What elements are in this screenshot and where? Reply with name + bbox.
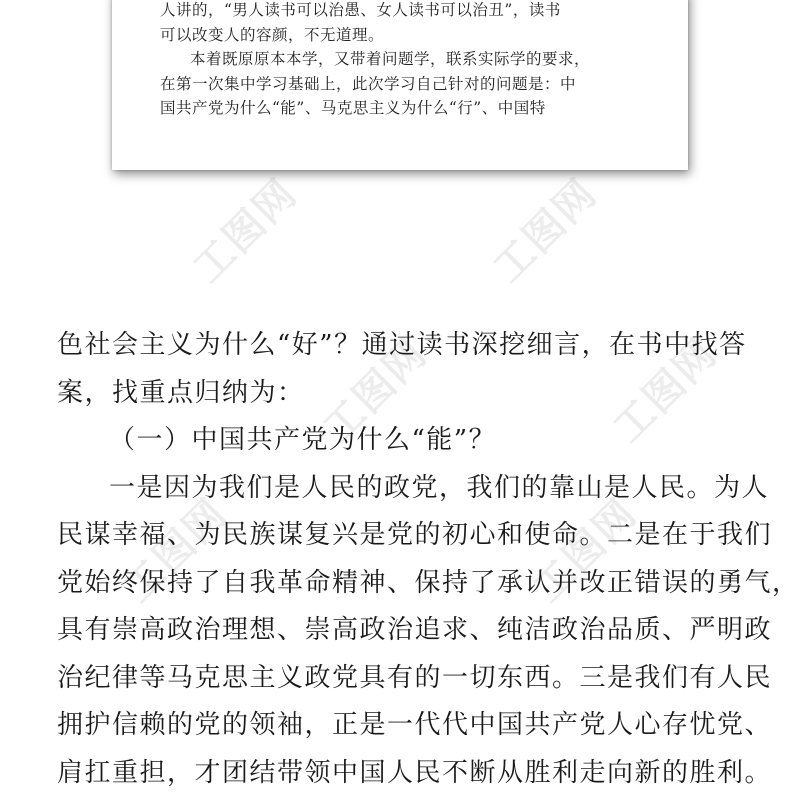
watermark: 工图网	[114, 490, 237, 612]
preview-text-block	[160, 0, 660, 121]
watermark: 工图网	[604, 330, 727, 452]
section-heading: （一）中国共产党为什么“能”？	[109, 425, 497, 455]
watermark: 工图网	[314, 330, 437, 452]
body-line: 拥护信赖的党的领袖，正是一代代中国共产党人心存忧党、	[57, 710, 773, 740]
body-line: 具有崇高政治理想、崇高政治追求、纯洁政治品质、严明政	[57, 615, 773, 645]
watermark: 工图网	[524, 490, 647, 612]
page-preview-card	[112, 0, 688, 170]
watermark: 工图网	[484, 170, 607, 292]
watermark: 工图网	[184, 170, 307, 292]
preview-line: 在第一次集中学习基础上，此次学习自己针对的问题是：中	[160, 74, 577, 93]
body-line: 肩扛重担，才团结带领中国人民不断从胜利走向新的胜利。	[57, 757, 773, 788]
body-line: 色社会主义为什么“好”？通过读书深挖细言，在书中找答	[57, 330, 747, 360]
preview-line: 本着既原原本本学，又带着问题学，联系实际学的要求，	[190, 50, 591, 68]
body-line: 一是因为我们是人民的政党，我们的靠山是人民。为人	[109, 472, 770, 503]
preview-line: 可以改变人的容颜，不无道理。	[160, 25, 385, 44]
preview-line: 国共产党为什么“能”、马克思主义为什么“行”、中国特	[160, 99, 546, 117]
body-line: 民谋幸福、为民族谋复兴是党的初心和使命。二是在于我们	[57, 520, 773, 550]
body-line: 党始终保持了自我革命精神、保持了承认并改正错误的勇气，	[57, 567, 800, 598]
body-line: 治纪律等马克思主义政党具有的一切东西。三是我们有人民	[57, 662, 773, 693]
document-body	[57, 322, 800, 797]
preview-line: 人讲的，“男人读书可以治愚、女人读书可以治丑”，读书	[160, 1, 561, 19]
body-line: 案，找重点归纳为：	[57, 377, 305, 408]
